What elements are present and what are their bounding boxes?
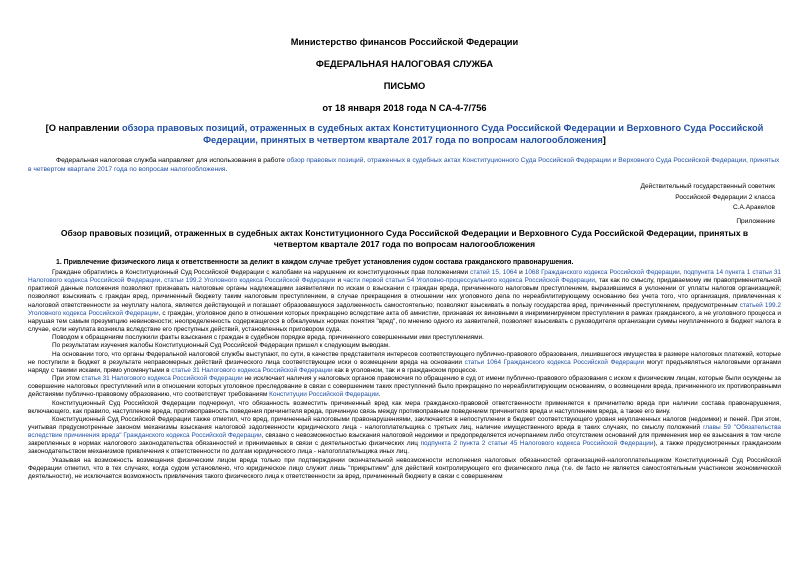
text: ), а также предусмотренных гражданским законодательством механизмов привлечения к ответственности по долгам юридического лица - налогоплательщика иных лиц. [28,440,781,456]
law-link[interactable]: части первой статьи 54 Уголовно-процессуального кодекса Российской Федерации [343,277,596,285]
text: и [517,269,525,277]
text: , так как по смыслу, придаваемому им правоприменительной практикой данные положения позволяют признавать налоговые органы надлежащими заявителями по искам о взыскании с граждан вреда, причиненного налоговым преступлением, выразившимся в уклонении от уплаты налогов организацией; позволяют взыскивать с граждан вред, причиненный бюджету таким налоговым преступлением, в случае прекращения в отношении них уголовного дела по нереабилитирующему основанию без учета того, что организация, привлеченная к налоговой ответственности за неуплату налога, является действующей и погашает образовавшуюся задолженность самостоятельно; позволяют взыскивать в пользу государства вред, причиненный преступлением, предусмотренным [28,277,781,309]
intro-review-link[interactable]: обзор правовых позиций, отраженных в судебных актах Конституционного Суда Российской Федерации и Верховного Суда Российской Федерации, принятых в четвертом квартале 2017 года по вопросам налогообложения [28,157,780,174]
law-link[interactable]: главы 59 "Обязательства вследствие причинения вреда" Гражданского кодекса Российской Федерации [28,423,781,440]
ministry-name: Министерство финансов Российской Федерации [290,37,519,47]
law-link[interactable]: статьи 1064 Гражданского кодекса Российской Федерации [464,358,645,366]
document-type: ПИСЬМО [383,81,426,91]
document-subject [42,122,767,146]
text: Конституционный Суд Российской Федерации также отметил, что вред, причиненный налоговыми правонарушениями, заключается в непоступлении в бюджет соответствующего уровня неуплаченных налогов (недоимки) и пеней. При этом, учитывая предусмотренные законом механизмы взыскания налоговой задолженности юридического лица - налогоплательщика с третьих лиц, наличие имущественного вреда в таких случаях, по смыслу положений [28,415,781,431]
review-title: Обзор правовых позиций, отраженных в судебных актах Конституционного Суда Российской Федерации и Верховного Суда Российской Федерации, принятых в четвертом квартале 2017 года по вопросам налогообложения [60,228,749,250]
law-link[interactable]: 1068 Гражданского кодекса Российской Федерации, подпункта 14 пункта 1 статьи 31 Налогового кодекса Российской Федерации, статьи 199.2 Уголовного кодекса Российской Федерации [28,269,781,285]
text: как в уголовном, так и в гражданском процессе. [332,366,478,374]
section-heading-1: 1. Привлечение физического лица к ответственности за деликт в каждом случае требует установления судом состава гражданского правонарушения. [56,259,574,267]
body-paragraph-8: Указывая на возможность возмещения физическим лицом вреда только при подтверждении окончательной невозможности исполнения налоговых обязанностей организацией-налогоплательщиком Конституционный Суд Российской Федерации отметил, что в тех случаях, когда судом установлено, что юридическое лицо служит лишь "прикрытием" для действий контролирующего его физического лица (т.е. de facto не является самостоятельным участником экономической деятельности), не исключается возможность привлечения такого физического лица к ответственности за вред, причиненный бюджету в связи с совершением [28,456,781,480]
text: могут предъявляться налоговыми органами наряду с такими исками, прямо упомянутыми в [28,358,781,374]
constitution-link[interactable]: Конституции Российской Федерации [269,391,379,399]
law-link[interactable]: статей 15, 1064 [470,269,518,277]
signer-rank-1: Действительный государственный советник [640,183,775,191]
intro-text-end: . [225,166,228,174]
text: При этом [52,375,82,383]
subject-review-link[interactable]: обзора правовых позиций, отраженных в судебных актах Конституционного Суда Российской Федерации и Верховного Суда Российской Федерации, принятых в четвертом квартале 2017 года по вопросам налогообложения [121,123,764,145]
law-link[interactable]: статье 31 Налогового кодекса Российской Федерации [171,366,333,374]
body-paragraph-2: Поводом к обращениям послужили факты взыскания с граждан в судебном порядке вреда, причиненного совершенными ими преступлениями. [52,334,484,342]
text: Граждане обратились в Конституционный Суд Российской Федерации с жалобами на нарушение их конституционных прав положениями [52,269,471,277]
text: , связано с невозможностью взыскания налоговой недоимки и предопределяется исчерпанием либо отсутствием оснований для применения мер ее взыскания в том числе закрепленных в нормах налогового законодательства обязанностей и принимаемых в связи с деятельностью физических лиц [28,432,781,448]
law-link[interactable]: подпункта 2 пункта 2 статьи 45 Налогового кодекса Российской Федерации [420,440,654,448]
law-link[interactable]: статья 31 Налогового кодекса Российской Федерации [81,375,243,383]
document-date-number: от 18 января 2018 года N СА-4-7/756 [322,103,487,113]
text: не исключает наличия у налоговых органов правомочия по обращению в суд от имени публично-правового образования с иском к физическим лицам, которые были осуждены за совершение налоговых преступлений или в отношении которых уголовное преследование в связи с совершением таких преступлений было прекращено по нереабилитирующим основаниям, о возмещении вреда, причиненного их противоправными действиями публично-правовому образованию, что соответствует требованиям [28,375,781,399]
body-paragraph-6: Конституционный Суд Российской Федерации подчеркнул, что обязанность возместить причиненный вред как мера гражданско-правовой ответственности применяется к причинителю вреда при наличии состава правонарушения, включающего, как правило, наступление вреда, противоправность поведения причинителя вреда, причинную связь между противоправным поведением причинителя вреда и наступлением вреда, а также его вину. [28,399,781,415]
body-paragraph-5 [28,375,781,399]
appendix-label: Приложение [736,218,775,226]
signer-rank-2: Российской Федерации 2 класса [675,193,775,201]
subject-suffix: ] [602,135,606,145]
intro-paragraph [28,156,781,174]
body-paragraph-3: По результатам изучения жалобы Конституционный Суд Российской Федерации пришел к следующим выводам. [52,342,390,350]
body-paragraph-4 [28,351,781,375]
intro-text: Федеральная налоговая служба направляет для использования в работе [56,157,287,164]
text: . [378,391,381,399]
signature-block [28,182,781,213]
service-name: ФЕДЕРАЛЬНАЯ НАЛОГОВАЯ СЛУЖБА [315,59,494,69]
subject-prefix: [О направлении [45,123,122,133]
body-paragraph-7 [28,416,781,457]
law-link[interactable]: статьей 199.2 Уголовного кодекса Российской Федерации [28,301,781,317]
signer-name: С.А.Аракелов [732,203,775,211]
text: , с граждан, уголовное дело в отношении которых прекращено вследствие акта об амнистии, признавая их виновными в инкриминируемом преступлении в рамках гражданского, а не уголовного процесса и нарушая тем самым презумпцию невиновности; неопределенность содержащегося в обжалуемых нормах понятия "вред", по мнению одного из заявителей, позволяет взыскивать с руководителя организации суммы неуплаченного в бюджет налога в случае, если неуплата возникла вследствие его преступных действий, установленных приговором суда. [28,309,782,334]
text: На основании того, что органы Федеральной налоговой службы выступают, по сути, в качестве представителя интересов соответствующего публично-правового образования, лишившегося имущества в размере налоговых платежей, которые не поступили в бюджет в результате неправомерных действий физического лица соответствующие иски о возмещении вреда на основании [28,350,781,366]
text: и [335,277,344,285]
body-paragraph-1 [28,269,781,334]
